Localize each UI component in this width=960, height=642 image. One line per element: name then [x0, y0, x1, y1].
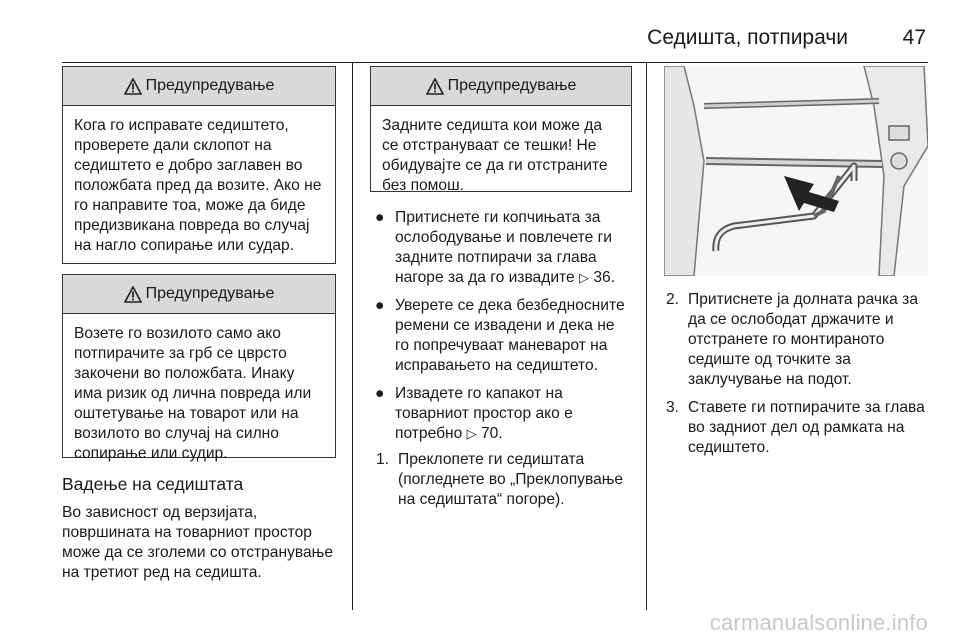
- step-text: Преклопете ги седиштата (погледнете во „Преклопување на седиштата“ погоре).: [398, 451, 624, 508]
- warning-text-1: Кога го исправате седиштето, проверете дали склопот на седиштето е добро заглавен во положбата пред да возите. Ако не го направите тоа, може да биде предизвикана повреда во случај на нагло сопирање или судар.: [74, 117, 322, 254]
- list-item-ref: 70.: [481, 425, 503, 442]
- list-item: [370, 384, 632, 444]
- warning-text-2: Возете го возилото само ако потпирачите за грб се цврсто закочени во положбата. Инаку има ризик од лична повреда или оштетување на товарот или на возилото во случај на силно сопирање или судир.: [74, 325, 312, 462]
- step-list-right: [666, 290, 936, 458]
- warning-heading-1: Предупредување: [145, 77, 275, 94]
- warning-header-3: [371, 67, 631, 106]
- reference-arrow-icon: ▷: [579, 270, 590, 285]
- warning-heading-2: Предупредување: [145, 285, 275, 302]
- column-divider-right: [646, 62, 647, 610]
- warning-box-3: [370, 66, 632, 192]
- step-item: [376, 450, 632, 510]
- watermark: carmanualsonline.info: [709, 610, 928, 635]
- list-item: [370, 208, 632, 288]
- left-column: [62, 66, 336, 583]
- page-header: [62, 22, 928, 63]
- step-item: [666, 398, 936, 458]
- warning-triangle-icon: [124, 78, 142, 95]
- middle-column: [370, 66, 632, 518]
- warning-header-2: [63, 275, 335, 314]
- warning-heading-3: Предупредување: [447, 77, 577, 94]
- bullet-dot-icon: ●: [375, 209, 385, 226]
- warning-triangle-icon: [426, 78, 444, 95]
- bullet-list: [370, 208, 632, 444]
- step-number: 3.: [666, 399, 680, 416]
- list-item-text: Притиснете ги копчињата за ослободување и повлечете ги задните потпирачи за глава нагоре за да го извадите: [395, 209, 613, 286]
- seat-release-lever-illustration: [664, 66, 928, 276]
- bullet-dot-icon: ●: [375, 385, 385, 402]
- seat-illustration: [664, 66, 928, 276]
- column-divider-left: [352, 62, 353, 610]
- step-list-middle: [370, 450, 632, 510]
- page-number: 47: [902, 26, 926, 49]
- warning-text-3: Задните седишта кои може да се отстрануваат се тешки! Не обидувајте се да ги отстраните без помош.: [382, 117, 608, 194]
- page-title: Седишта, потпирачи: [647, 26, 848, 49]
- warning-box-2: [62, 274, 336, 462]
- list-item: [370, 296, 632, 376]
- warning-triangle-icon: [124, 286, 142, 303]
- bullet-dot-icon: ●: [375, 297, 385, 314]
- warning-header-1: [63, 67, 335, 106]
- reference-arrow-icon: ▷: [466, 426, 477, 441]
- step-text: Ставете ги потпирачите за глава во задниот дел од рамката на седиштето.: [688, 399, 925, 456]
- warning-box-1: [62, 66, 336, 264]
- right-column: [666, 290, 936, 466]
- list-item-ref: 36.: [593, 269, 616, 286]
- section-title: Вадење на седиштата: [62, 474, 244, 494]
- step-number: 1.: [376, 451, 390, 468]
- section-text: Во зависност од верзијата, површината на товарниот простор може да се зголеми со отстранување на третиот ред на седишта.: [62, 504, 334, 581]
- step-text: Притиснете ја долната рачка за да се ослободат држачите и отстранете го монтираното седиште од точките за заклучување на подот.: [688, 291, 919, 388]
- step-number: 2.: [666, 291, 680, 308]
- list-item-text: Извадете го капакот на товарниот простор ако е потребно: [395, 385, 573, 442]
- step-item: [666, 290, 936, 390]
- list-item-text: Уверете се дека безбедносните ремени се извадени и дека не го попречуваат маневарот на исправањето на седиштето.: [395, 297, 625, 374]
